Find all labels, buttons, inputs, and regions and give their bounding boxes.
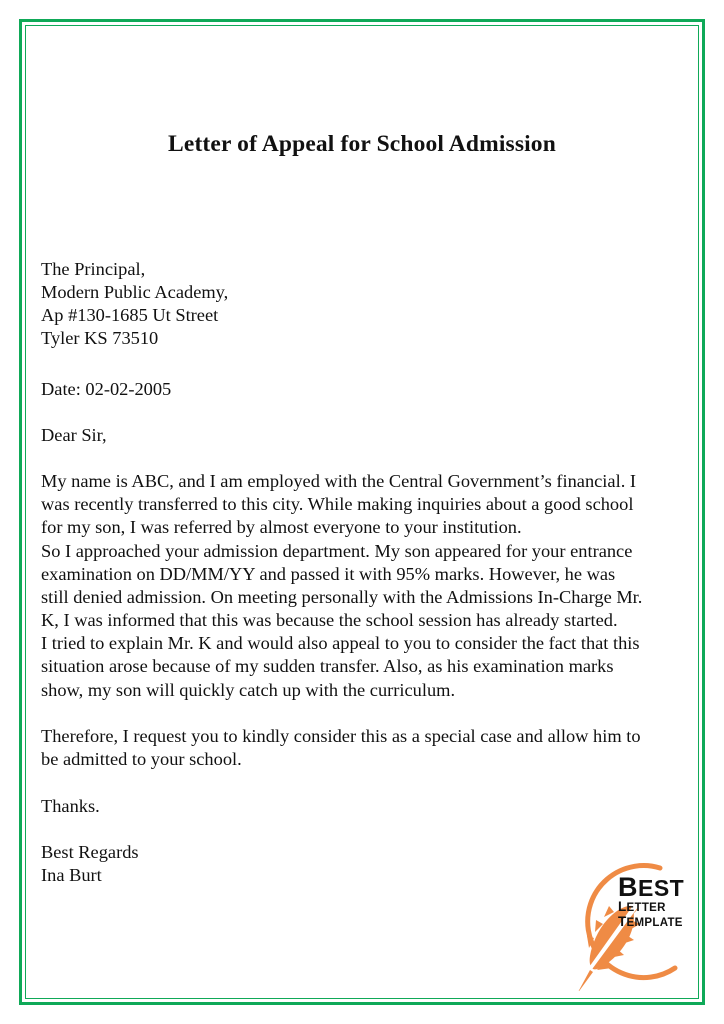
logo-tagline-part-2: ETTER <box>626 902 666 914</box>
body-paragraph-1 <box>41 470 689 539</box>
paragraph-2-line-6: situation arose because of my sudden transfer. Also, as his examination marks <box>41 656 614 677</box>
body-paragraph-3 <box>41 725 689 771</box>
body-paragraph-2 <box>41 540 689 702</box>
logo-brand-name <box>618 874 684 901</box>
best-letter-template-logo <box>556 856 701 991</box>
paragraph-2-line-5: I tried to explain Mr. K and would also appeal to you to consider the fact that this <box>41 633 640 654</box>
recipient-address-block <box>41 258 689 350</box>
date-line <box>41 378 689 401</box>
closing-line-2: Ina Burt <box>41 865 102 886</box>
date-text: Date: 02-02-2005 <box>41 379 172 399</box>
page-title: Letter of Appeal for School Admission <box>168 131 556 157</box>
paragraph-1-line-2: was recently transferred to this city. While making inquiries about a good school <box>41 494 634 515</box>
paragraph-2-line-7: show, my son will quickly catch up with the curriculum. <box>41 679 456 700</box>
closing-line-1: Best Regards <box>41 842 139 862</box>
recipient-line-1: The Principal, <box>41 259 146 279</box>
logo-brand-initial: B <box>618 872 638 902</box>
recipient-line-4: Tyler KS 73510 <box>41 328 159 349</box>
salutation <box>41 424 689 447</box>
logo-brand-rest: EST <box>638 875 685 901</box>
thanks-text: Thanks. <box>41 796 100 816</box>
recipient-line-2: Modern Public Academy, <box>41 282 229 303</box>
paragraph-1-line-3: for my son, I was referred by almost everyone to your institution. <box>41 517 522 538</box>
paragraph-1-line-1: My name is ABC, and I am employed with the Central Government’s financial. I <box>41 471 637 491</box>
recipient-line-3: Ap #130-1685 Ut Street <box>41 305 219 326</box>
thanks-line <box>41 795 689 818</box>
paragraph-2-line-2: examination on DD/MM/YY and passed it with 95% marks. However, he was <box>41 564 616 585</box>
paragraph-2-line-4: K, I was informed that this was because the school session has already started. <box>41 610 618 631</box>
paragraph-3-line-2: be admitted to your school. <box>41 749 242 770</box>
logo-tagline-part-4: EMPLATE <box>626 916 683 929</box>
logo-tagline <box>618 900 701 929</box>
paragraph-3-line-1: Therefore, I request you to kindly consider this as a special case and allow him to <box>41 726 641 746</box>
paragraph-2-line-3: still denied admission. On meeting personally with the Admissions In-Charge Mr. <box>41 587 643 608</box>
logo-tagline-part-1: L <box>618 899 627 914</box>
salutation-text: Dear Sir, <box>41 425 107 445</box>
logo-tagline-part-3: T <box>618 913 627 929</box>
paragraph-2-line-1: So I approached your admission department. My son appeared for your entrance <box>41 541 633 561</box>
